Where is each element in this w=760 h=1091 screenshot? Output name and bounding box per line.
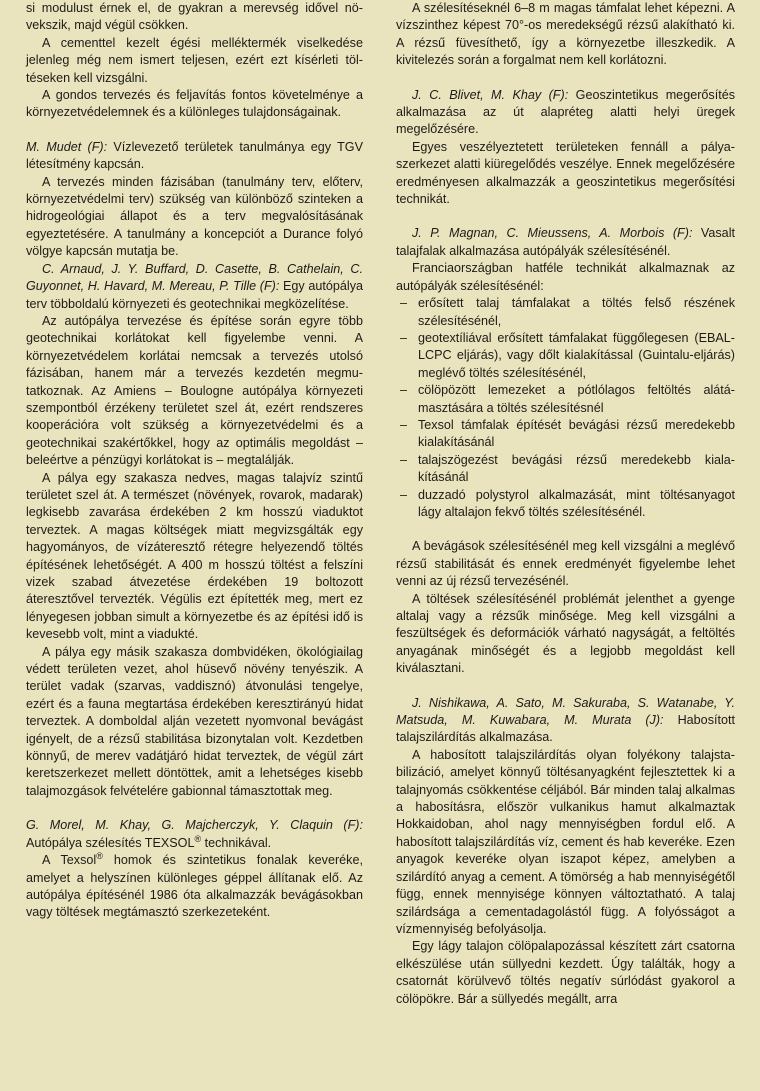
paragraph: A töltések szélesítésénél problémát jelenthet a gyenge altalaj vagy a rézsűk minősége. Meg kell vizsgálni a feszültségek és deformációk várható nagyságát, a feltöltés anyagának minőségét és a legjobb megoldást kell kiválasztani. [396, 591, 735, 676]
bullet-list [396, 295, 735, 521]
list-item: – cölöpözött lemezeket a pótlólagos feltöltés alátámasztására a töltés szélesítésnél [396, 382, 735, 417]
paragraph: Franciaországban hatféle technikát alkalmaznak az autópályák szélesítésénél: [396, 261, 735, 293]
paragraph: Az autópálya tervezése és építése során egyre több geotechnikai korlátokat kell figyelembe venni. A környezetvédelem korlátai nemcsak a tervezés utolsó fázisában, hanem már a tervezés kezdetén megmutatkoznak. Az Amiens – Boulogne autópálya környezeti szempontból érzékeny területet szel át, ezért rendszeres kooperációra volt szükség a környezetvédelmi és a geotechnikai szakértőkkel, hogy az optimális megoldást – beleértve a pénzügyi korlátokat is – megtalálják. [26, 313, 363, 468]
paragraph: A bevágások szélesítésénél meg kell vizsgálni a meglévő rézsű stabilitását és ennek eredményét figyelembe lehet venni az új rézsű tervezésénél. [396, 539, 735, 589]
authors: J. Nishikawa, A. Sato, M. Sakuraba, S. Watanabe, Y. Matsuda, M. Kuwabara, M. Murata (J): [396, 695, 735, 728]
abstract-heading [396, 225, 735, 260]
list-item: – talajszögezést bevágási rézsű meredekebb kialakításánál [396, 452, 735, 487]
paragraph: A cementtel kezelt égési melléktermék viselkedése jelenleg még nem ismert teljesen, ezért ezt kísérleti töltéseken kell vizsgálni. [26, 35, 363, 85]
abstract-title: Vasalt talajfalak alkalmazása autópályák szélesítésénél. [396, 226, 735, 258]
paragraph: A pálya egy szakasza nedves, magas talajvíz szintű területet szel át. A természet (növények, rovarok, madarak) legkisebb zavarása érdekében 2 km hosszú viaduktot terveztek. A magas költségek miatt megvizsgálták egy hagyományos, de vízáteresztő rétegre helyezendő töltés építésének lehetőségét. A 400 m hosszú töltést a felszíni vizek szabad átvezetése érdekében 19 boltozott áteresztővel tervezték. Végülis ezt építették meg, mert ez lényegesen jobban simult a környezetbe és az építési idő is kevesebb volt, mint a viadukté. [26, 470, 363, 642]
abstract-heading [396, 695, 735, 747]
abstract-heading [396, 87, 735, 139]
list-item: – Texsol támfalak építését bevágási rézsű meredekebb kialakításánál [396, 417, 735, 452]
abstract-heading [26, 817, 363, 852]
authors: M. Mudet (F): [26, 139, 108, 154]
paragraph: Egyes veszélyeztetett területeken fennáll a pályaszerkezet alatti kiüregelődés veszélye. Ennek megelőzésére eredményesen alkalmazzák a geoszintetikus megerősítési technikát. [396, 139, 735, 207]
right-column [396, 0, 735, 1008]
authors: G. Morel, M. Khay, G. Majcherczyk, Y. Claquin (F): [26, 818, 363, 833]
abstract-heading [26, 261, 363, 313]
authors: J. P. Magnan, C. Mieussens, A. Morbois (F): [412, 226, 693, 241]
paragraph: A Texsol® homok és szintetikus fonalak keveréke, amelyet a helyszínen különleges géppel állítanak elő. Az autópálya építésénél 1986 óta alkalmazzák bevágásokban vagy töltések megtámasztó szerkezeteként. [26, 850, 363, 920]
paragraph: A szélesítéseknél 6–8 m magas támfalat lehet képezni. A vízszinthez képest 70°-os meredekségű rézsű alakítható ki. A rézsű füvesíthető, így a környezetbe illeszkedik. A kivitelezés során a forgalmat nem kell korlátozni. [396, 1, 735, 68]
list-item: – duzzadó polystyrol alkalmazását, mint töltésanyagot lágy altalajon fekvő töltés szélesítésénél. [396, 487, 735, 522]
authors: C. Arnaud, J. Y. Buffard, D. Casette, B. Cathelain, C. Guyonnet, H. Havard, M. Mereau, P. Tille (F): [26, 261, 363, 294]
list-item: – erősített talaj támfalakat a töltés felső részének szélesítésénél, [396, 295, 735, 330]
left-column [26, 0, 363, 922]
paragraph: A gondos tervezés és feljavítás fontos követelménye a környezetvédelemnek és a különleges tulajdonságainak. [26, 88, 363, 120]
paragraph: A habosított talajszilárdítás olyan folyékony talajstabilizáció, amelyet könnyű töltésanyagként fejlesztettek ki a talajnyomás csökkentése céljából. Bár minden talaj alkalmas a habosításra, először vulkanikus hamut alkalmaztak Hokkaidoban, ahol nagy mennyiségben fordul elő. A habosított talajszilárdítás víz, cement és hab keveréke. Ezen anyagok keveréke olyan iszapot képez, amelyben a szilárdító anyag a cement. A tömörség a hab mennyiségétől függ, ennek mennyisége könnyen változtatható. A talaj szilárdsága a cementadagolástól függ. A folyósságot a vízmennyiség befolyásolja. [396, 747, 735, 936]
paragraph: Egy lágy talajon cölöpalapozással készített zárt csatorna elkészülése után süllyedni kezdett. Úgy találták, hogy a csatornát körülvevő töltés negatív súrlódást gyakorol a cölöpökre. Bár a süllyedés megállt, arra [396, 939, 735, 1006]
abstract-title: Vízlevezető területek tanulmánya egy TGV létesítmény kapcsán. [26, 139, 363, 172]
list-item: – geotextíliával erősített támfalakat függőlegesen (EBAL-LCPC eljárás), vagy dőlt kialakítással (Guintalu-eljárás) meglévő töltés szélesítésénél, [396, 330, 735, 382]
abstract-title: Geoszintetikus megerősítés alkalmazása az út alapréteg alatti helyi üregek megelőzésére. [396, 87, 735, 137]
abstract-title: Egy autópálya terv többoldalú környezeti és geotechnikai megközelítése. [26, 279, 363, 311]
paragraph: A tervezés minden fázisában (tanulmány terv, előterv, környezetvédelmi terv) szükség van különböző szinteken a hidrogeológiai állapot és a terv megvalósításának egyeztetésére. A tanulmány a koncepciót a Durance folyó völgye kapcsán mutatja be. [26, 174, 363, 259]
abstract-title: Habosított talajszilárdítás alkalmazása. [396, 713, 735, 745]
authors: J. C. Blivet, M. Khay (F): [412, 87, 569, 102]
abstract-heading [26, 139, 363, 174]
paragraph: si modulust érnek el, de gyakran a merevség idővel növekszik, majd végül csökken. [26, 1, 363, 33]
paragraph: A pálya egy másik szakasza dombvidéken, ökológiailag védett területen vezet, ahol hüsevő növény tenyészik. A terület vadak (szarvas, vaddisznó) átvonulási tengelye, ezért és a fauna megtartása érdekében keresztirányú hidat terveztek. A domboldal alján vezetett nyomvonal bevágást igényelt, de a rézsű stabilitása bizonytalan volt. Kezdetben könnyű, de merev vadátjáró hidat terveztek, de végül zárt keretszerkezet mellett döntöttek, amit a lehetséges kisebb talajmozgások felvételére gabionnal támasztottak meg. [26, 644, 363, 798]
abstract-title: Autópálya szélesítés TEXSOL® technikával. [26, 833, 272, 850]
